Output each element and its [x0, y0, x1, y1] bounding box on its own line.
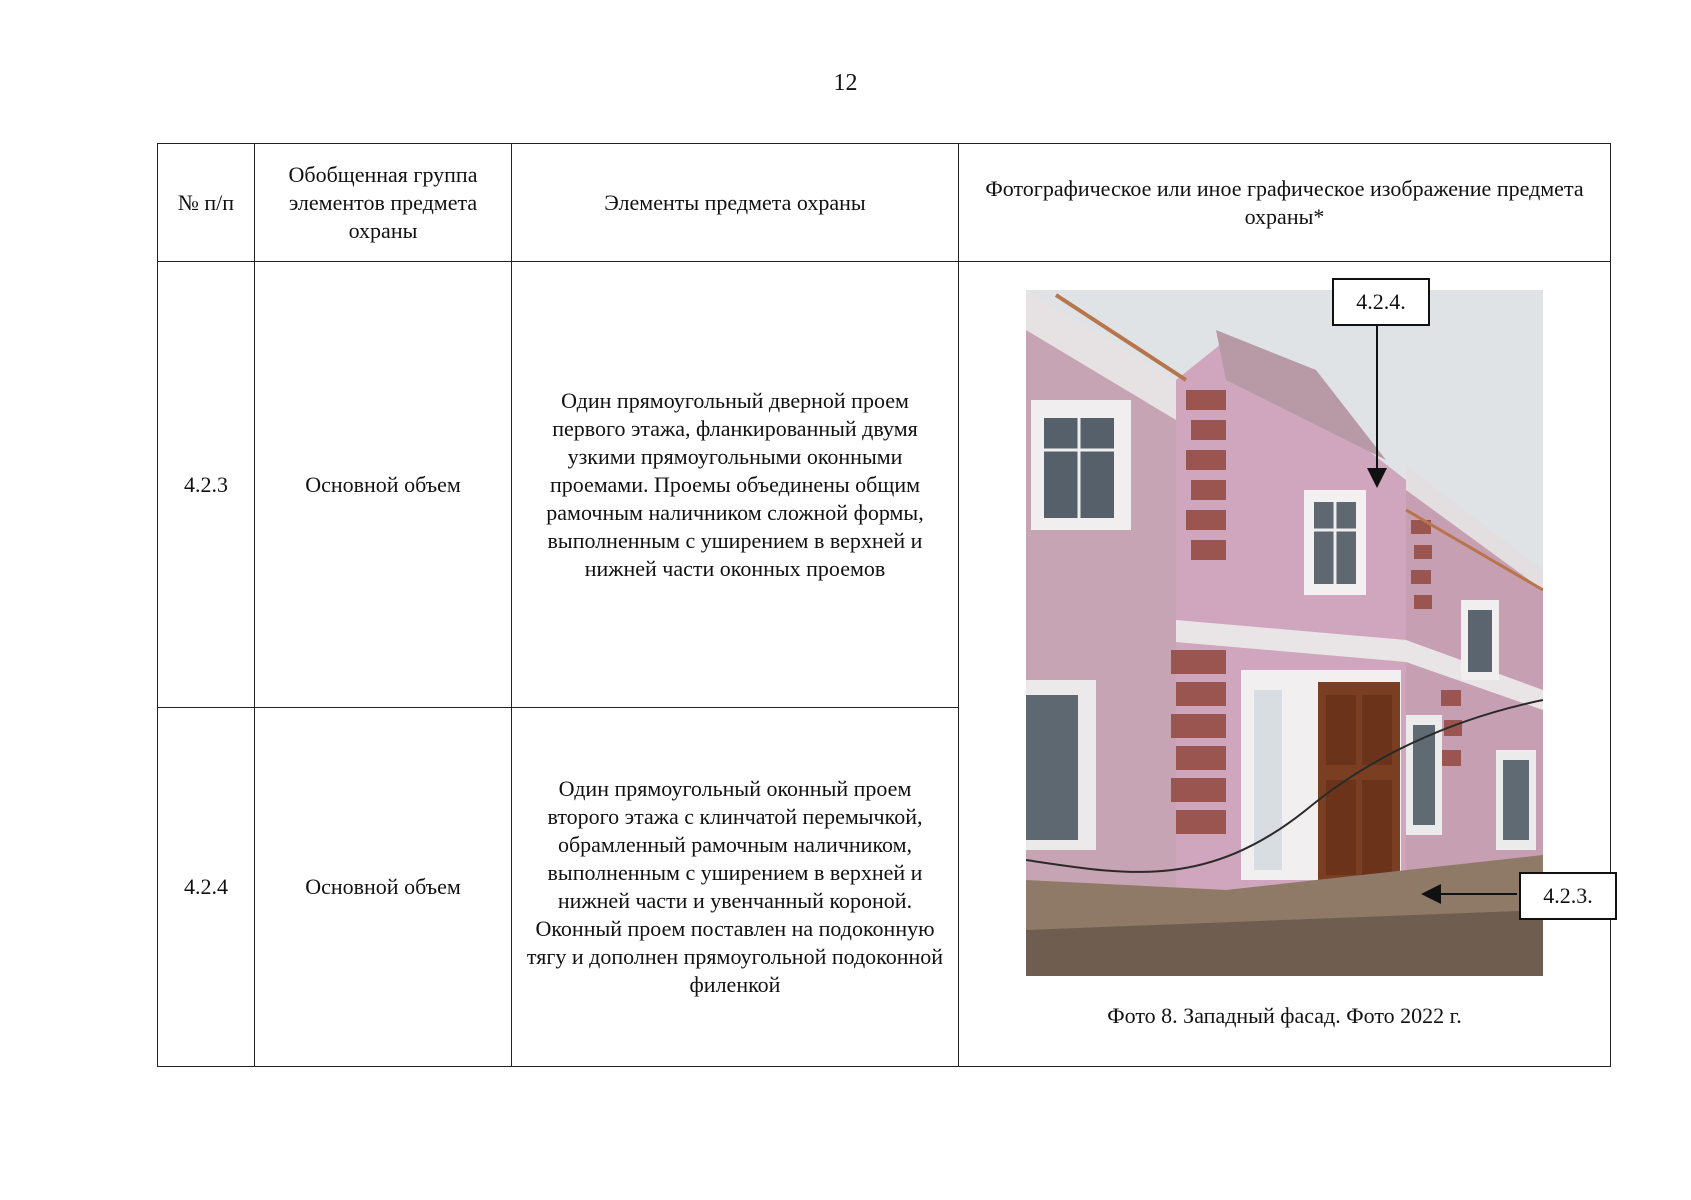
callout-label-top: 4.2.4.: [1332, 278, 1430, 326]
facade-photo: [1026, 290, 1543, 976]
page-number: 12: [833, 70, 858, 96]
table-row: [158, 262, 1611, 708]
row-num: 4.2.3: [158, 262, 255, 708]
photo-cell: [959, 262, 1611, 1067]
table-header-row: [158, 144, 1611, 262]
callout-label-bottom: 4.2.3.: [1519, 872, 1617, 920]
header-group: Обобщенная группа элементов предмета охраны: [255, 144, 512, 262]
photo-caption: Фото 8. Западный фасад. Фото 2022 г.: [1107, 1003, 1462, 1028]
header-photo: Фотографическое или иное графическое изображение предмета охраны*: [959, 144, 1611, 262]
header-num: № п/п: [158, 144, 255, 262]
row-elements: Один прямоугольный оконный проем второго этажа с клинчатой перемычкой, обрамленный рамочным наличником, выполненным с уширением в верхней и нижней части и увенчанный короной. Оконный проем поставлен на подоконную тягу и дополнен прямоугольной подоконной филенкой: [512, 708, 959, 1067]
row-group: Основной объем: [255, 262, 512, 708]
header-elements: Элементы предмета охраны: [512, 144, 959, 262]
row-num: 4.2.4: [158, 708, 255, 1067]
row-elements: Один прямоугольный дверной проем первого этажа, фланкированный двумя узкими прямоугольными оконными проемами. Проемы объединены общим рамочным наличником сложной формы, выполненным с уширением в верхней и нижней части оконных проемов: [512, 262, 959, 708]
row-group: Основной объем: [255, 708, 512, 1067]
protection-table: [157, 143, 1611, 1067]
